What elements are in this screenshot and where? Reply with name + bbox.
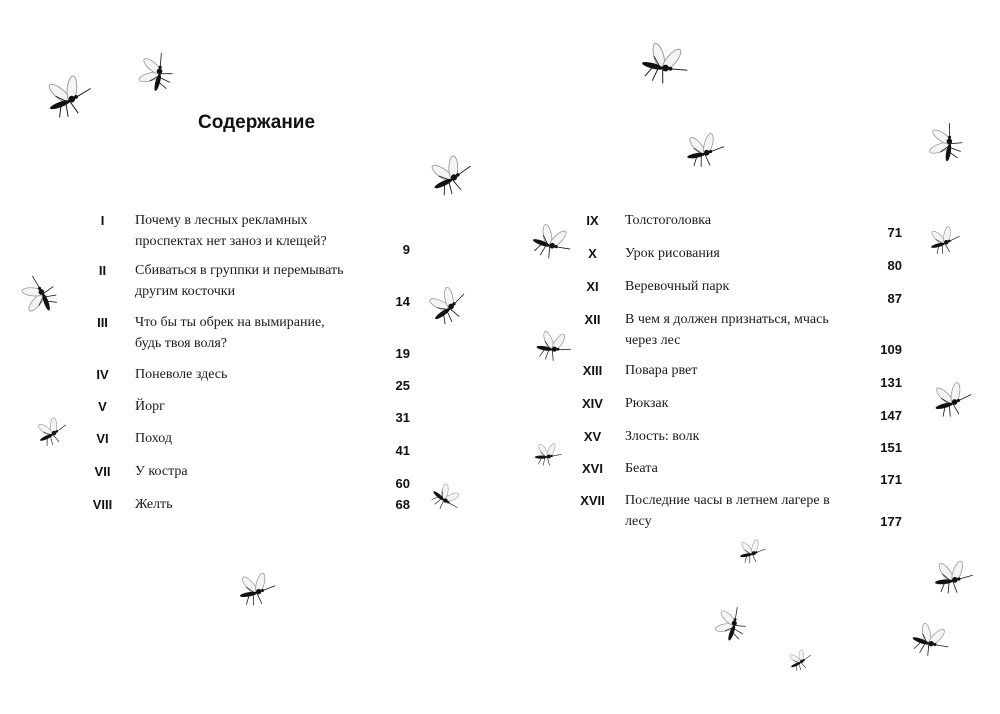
toc-entry[interactable]: [570, 243, 902, 276]
chapter-number: V: [98, 399, 107, 414]
page-number: 171: [880, 472, 902, 487]
chapter-number: XV: [583, 429, 602, 444]
toc-entry[interactable]: [80, 210, 410, 260]
chapter-title: У костра: [135, 464, 188, 479]
chapter-number: XII: [584, 312, 601, 327]
mosquito-icon: [905, 622, 953, 660]
mosquito-icon: [33, 417, 73, 447]
toc-entry[interactable]: [80, 364, 410, 396]
chapter-title: Сбиваться в группки и перемывать другим косточки: [135, 263, 344, 299]
toc-entry[interactable]: [80, 494, 410, 515]
chapter-title: Урок рисования: [625, 246, 720, 261]
chapter-title: В чем я должен признаться, мчась через лес: [625, 312, 829, 348]
chapter-number: X: [588, 246, 597, 261]
page-number: 41: [395, 443, 410, 458]
page-number: 87: [887, 291, 902, 306]
toc-left-column: [80, 210, 410, 515]
chapter-title: Последние часы в летнем лагере в лесу: [625, 493, 830, 529]
mosquito-icon: [425, 155, 480, 197]
page-number: 109: [880, 342, 902, 357]
page-number: 151: [880, 440, 902, 455]
mosquito-icon: [925, 118, 975, 163]
page-number: 14: [395, 294, 410, 309]
page-number: 25: [395, 378, 410, 393]
toc-entry[interactable]: [570, 458, 902, 490]
chapter-title: Поневоле здесь: [135, 367, 228, 382]
mosquito-icon: [633, 40, 693, 90]
chapter-number: XVII: [580, 493, 605, 508]
mosquito-icon: [928, 557, 978, 599]
toc-entry[interactable]: [80, 312, 410, 364]
chapter-title: Что бы ты обрек на вымирание, будь твоя воля?: [135, 315, 325, 351]
chapter-number: XVI: [582, 461, 603, 476]
mosquito-icon: [135, 48, 185, 93]
mosquito-icon: [712, 600, 757, 645]
chapter-number: IX: [586, 213, 599, 228]
mosquito-icon: [680, 130, 730, 172]
chapter-title: Беата: [625, 461, 658, 476]
mosquito-icon: [530, 440, 565, 470]
mosquito-icon: [425, 283, 475, 328]
toc-entry[interactable]: [80, 396, 410, 428]
chapter-number: IV: [96, 367, 109, 382]
chapter-number: II: [98, 263, 107, 278]
mosquito-icon: [40, 75, 100, 120]
chapter-number: XIV: [582, 396, 603, 411]
chapter-number: XIII: [582, 363, 603, 378]
mosquito-icon: [530, 328, 575, 366]
chapter-title: Злость: волк: [625, 429, 700, 444]
chapter-title: Почему в лесных рекламных проспектах нет заноз и клещей?: [135, 213, 327, 249]
mosquito-icon: [928, 378, 978, 423]
chapter-title: Веревочный парк: [625, 279, 730, 294]
toc-entry[interactable]: [570, 490, 902, 532]
mosquito-icon: [425, 482, 463, 514]
chapter-title: Йорг: [135, 399, 165, 414]
page-number: 19: [395, 346, 410, 361]
page-number: 147: [880, 408, 902, 423]
toc-entry[interactable]: [570, 210, 902, 243]
chapter-number: VIII: [92, 497, 113, 512]
toc-entry[interactable]: [80, 428, 410, 461]
page-number: 71: [887, 225, 902, 240]
page-number: 60: [395, 476, 410, 491]
mosquito-icon: [735, 538, 770, 566]
toc-entry[interactable]: [570, 426, 902, 458]
mosquito-icon: [233, 570, 281, 610]
page-number: 177: [880, 514, 902, 529]
toc-entry[interactable]: [570, 360, 902, 393]
page-number: 9: [402, 242, 410, 257]
mosquito-icon: [925, 225, 965, 257]
mosquito-icon: [525, 222, 575, 264]
chapter-number: I: [100, 213, 105, 228]
chapter-number: XI: [586, 279, 599, 294]
toc-entry[interactable]: [80, 260, 410, 312]
page-number: 31: [395, 410, 410, 425]
mosquito-icon: [18, 268, 68, 313]
toc-entry[interactable]: [80, 461, 410, 494]
page-title: Содержание: [198, 112, 316, 133]
toc-entry[interactable]: [570, 309, 902, 360]
chapter-number: VI: [96, 431, 109, 446]
chapter-title: Рюкзак: [625, 396, 669, 411]
toc-entry[interactable]: [570, 393, 902, 426]
page-number: 131: [880, 375, 902, 390]
chapter-title: Поход: [135, 431, 172, 446]
chapter-title: Повара рвет: [625, 363, 698, 378]
mosquito-icon: [786, 648, 816, 673]
toc-right-column: [570, 210, 902, 532]
toc-entry[interactable]: [570, 276, 902, 309]
page-number: 80: [887, 258, 902, 273]
page-number: 68: [395, 497, 410, 512]
chapter-number: III: [97, 315, 108, 330]
chapter-number: VII: [94, 464, 111, 479]
chapter-title: Толстоголовка: [625, 213, 712, 228]
chapter-title: Желть: [135, 497, 173, 512]
